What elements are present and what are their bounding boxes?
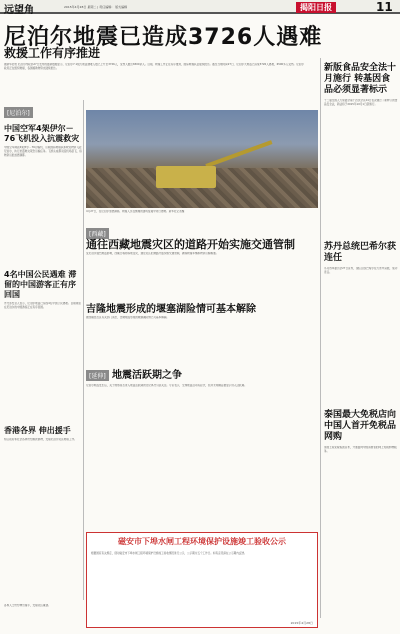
section-title: 远望角 xyxy=(4,5,34,16)
article-body: 受尼泊尔强烈地震影响，西藏日喀则等地受灾，通往灾区的道路开始实施交通管制，确保救援车辆和物资运输畅通。 xyxy=(86,252,219,255)
article-body: 外交部发言人表示，尼泊尔地震已造成4名中国公民遇难。目前滞留在尼泊尔的中国游客正在有序回国。 xyxy=(4,302,81,310)
article-body: 苏丹选举委员会27日宣布，现任总统巴希尔在大选中获胜，成功连任。 xyxy=(324,267,398,275)
issue-date: 2015年4月28日 星期二 | 责任编辑： 版式编辑 xyxy=(64,5,128,9)
section-tag: [西藏] xyxy=(86,228,109,239)
paper-logo: 揭阳日报 xyxy=(296,2,336,13)
article-headline: 4名中国公民遇难 滞留的中国游客正有序回国 xyxy=(4,270,77,299)
page-number: 11 xyxy=(376,0,393,14)
main-headline: 尼泊尔地震已造成3726人遇难 xyxy=(4,25,323,50)
column-divider-right xyxy=(320,58,321,618)
article-headline: 香港各界 伸出援手 xyxy=(4,426,71,435)
article-headline: 通往西藏地震灾区的道路开始实施交通管制 xyxy=(86,238,295,251)
photo-caption: 4月27日，在尼泊尔加德满都，救援人员在倒塌的建筑废墟中进行搜救。新华社记者摄 xyxy=(86,210,185,213)
left-column xyxy=(4,100,82,602)
lead-paragraph: 据新华社电 尼泊尔内政部27日发布的最新数据显示，尼泊尔7.1级大地震遇难人数已上升至3726人，受伤人数达6500余人。目前，救援工作正在有序推进，国际救援队伍陆续抵达。截至当地时间27日，尼泊尔大地震已造成3726人遇难，6500多人受伤。尼泊尔政府正在组织救援，各国援助物资也陆续抵达。 xyxy=(4,63,304,71)
article-body: 各界人士纷纷伸出援手，支援灾区重建。 xyxy=(4,604,51,607)
page-header xyxy=(0,0,400,14)
article-body: 特区政府和社会各界纷纷捐款捐物，支援尼泊尔灾区救援工作。 xyxy=(4,438,77,441)
article-body: 据西藏自治区有关部门消息，吉隆地震形成的堰塞湖险情已可基本解除。 xyxy=(86,316,169,319)
section-tag: [延伸] xyxy=(86,370,109,381)
article-headline: 苏丹总统巴希尔获连任 xyxy=(324,242,397,263)
column-divider-left xyxy=(83,100,84,600)
article-body: 尼泊尔地震发生后，关于地球是否进入地震活跃期的讨论再次引起关注。专家表示，全球地震活动有起伏，但并无明确证据显示进入活跃期。 xyxy=(86,384,247,387)
ad-body: 根据国家有关规定，现对磁安市下埠水闸工程环境保护设施竣工验收情况进行公示，公示期为五个工作日。如有意见请在公示期内反馈。 xyxy=(91,552,247,555)
article-headline: 新版食品安全法十月施行 转基因食品必须显著标示 xyxy=(324,63,397,95)
main-subhead: 救援工作有序推进 xyxy=(4,46,101,60)
earthquake-rescue-photo xyxy=(86,110,318,208)
article-headline: 地震活跃期之争 xyxy=(112,370,182,381)
excavator-boom-shape xyxy=(205,140,272,168)
excavator-shape xyxy=(156,166,216,188)
section-tag: [尼泊尔] xyxy=(4,107,33,118)
ad-signature-date: 2015年4月28日 xyxy=(290,621,313,625)
article-body: 泰国王权免税集团宣布，开通面向中国消费者的网上免税购物服务。 xyxy=(324,446,397,454)
article-body: 中国空军调派4架伊尔－76运输机，运载国际救援队和救灾物资飞赴尼泊尔，执行抗震救灾紧急运输任务。飞机从成都双流机场起飞，将物资运抵加德满都。 xyxy=(4,146,82,158)
article-headline: 吉隆地震形成的堰塞湖险情可基本解除 xyxy=(86,304,256,315)
article-headline: 泰国最大免税店向中国人首开免税品网购 xyxy=(324,410,397,442)
right-column xyxy=(324,60,398,600)
article-headline: 中国空军4架伊尔－76飞机投入抗震救灾 xyxy=(4,124,80,143)
article-body: 十二届全国人大常委会第十四次会议24日表决通过了新修订的食品安全法，新法将于2015年10月1日起施行。 xyxy=(324,99,398,107)
public-notice-ad xyxy=(86,532,318,628)
ad-title: 磁安市下埠水闸工程环境保护设施竣工验收公示 xyxy=(118,537,286,546)
